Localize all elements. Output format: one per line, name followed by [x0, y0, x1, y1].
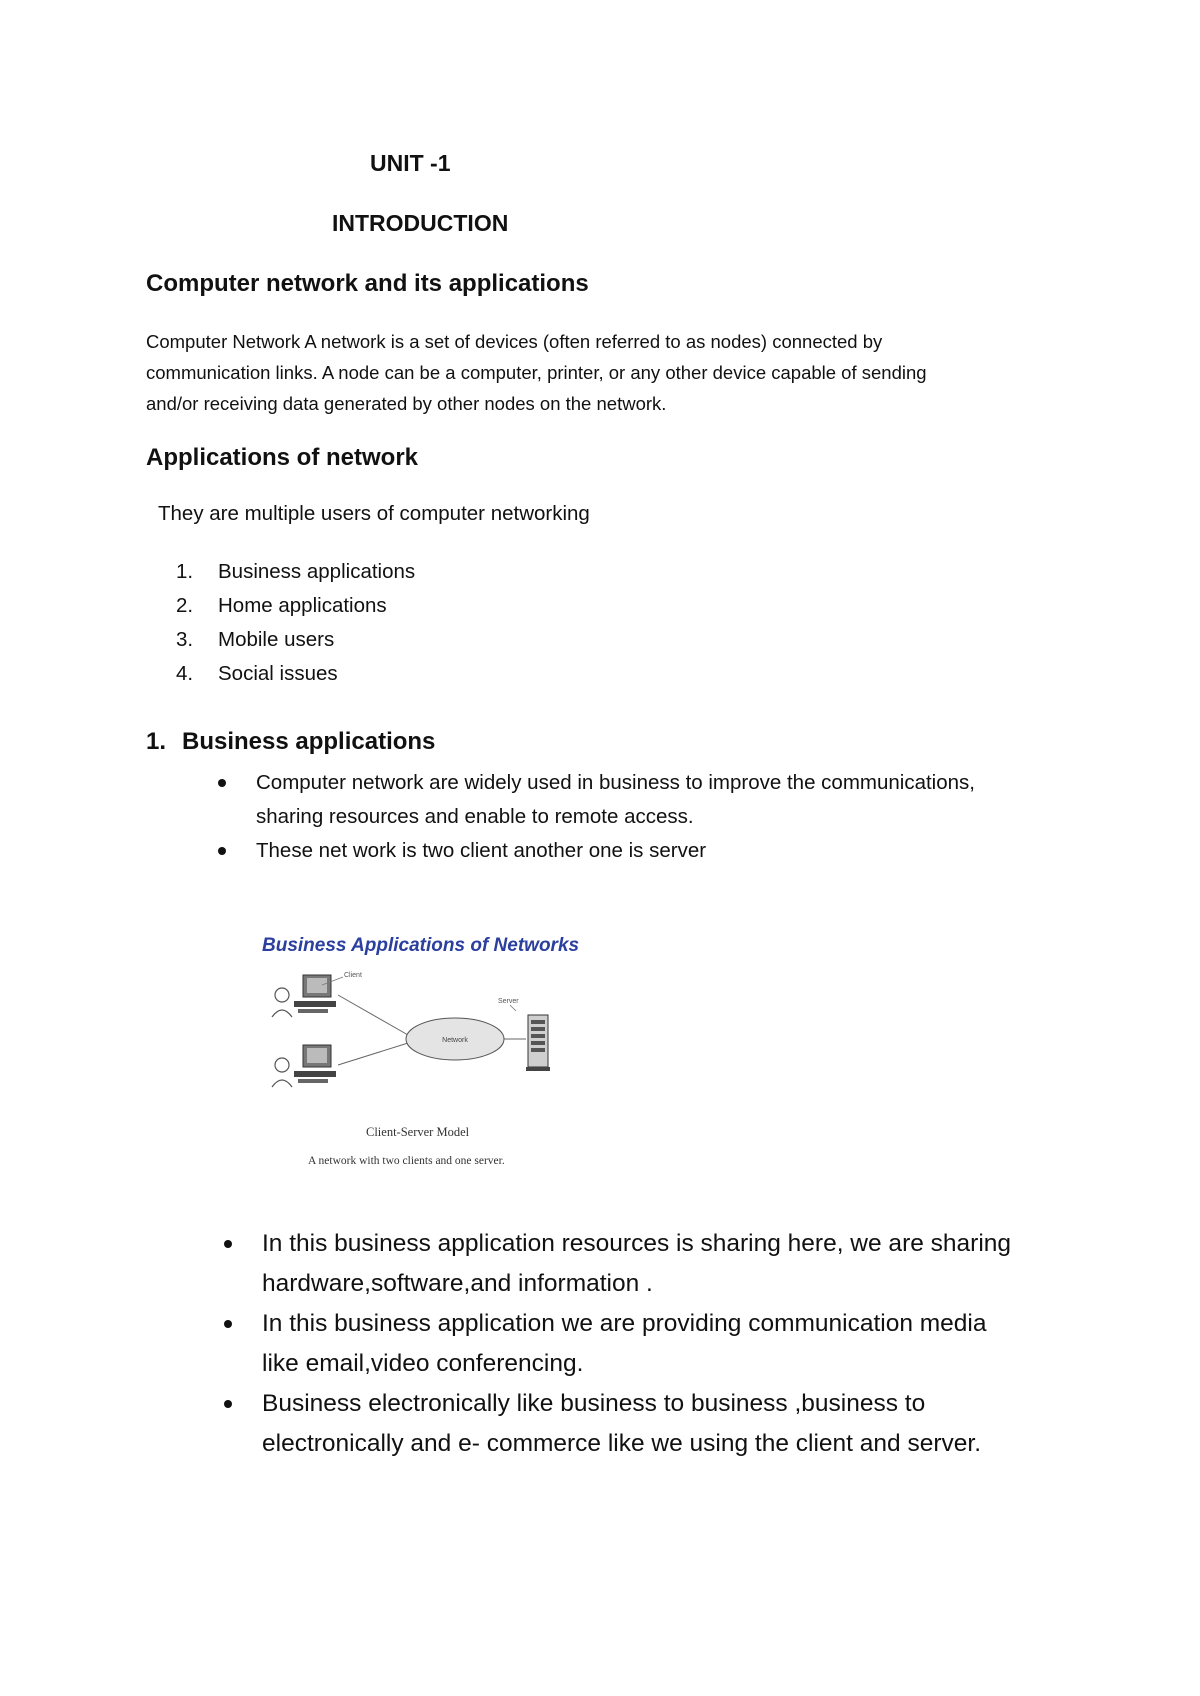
list-item-text: Mobile users — [218, 628, 335, 651]
bullet-line: In this business application resources is sharing here, we are sharing — [262, 1230, 1012, 1257]
list-number: 2. — [176, 594, 194, 617]
section-heading-text: Business applications — [182, 728, 436, 755]
list-item — [176, 555, 415, 589]
figure-title: Business Applications of Networks — [262, 935, 580, 956]
list-item-text: Home applications — [218, 594, 387, 617]
paragraph-line: and/or receiving data generated by other nodes on the network. — [146, 393, 667, 414]
network-label: Network — [442, 1037, 468, 1044]
bullet-line: Computer network are widely used in business to improve the communications, — [256, 771, 975, 794]
list-item-text: Business applications — [218, 560, 416, 583]
list-item-text: Social issues — [218, 662, 338, 685]
applications-list — [176, 555, 415, 691]
list-item — [176, 589, 415, 623]
bullet-icon — [218, 779, 226, 787]
bullet-line: In this business application we are providing communication media — [262, 1310, 987, 1337]
client-server-diagram — [258, 965, 598, 1125]
paragraph-line: Computer Network A network is a set of devices (often referred to as nodes) connected by — [146, 331, 883, 352]
bullet-line: These net work is two client another one is server — [256, 839, 707, 862]
list-item — [224, 1224, 1011, 1304]
list-item — [224, 1304, 1011, 1384]
section-heading-computer-network: Computer network and its applications — [146, 270, 589, 297]
list-number: 3. — [176, 628, 194, 651]
paragraph-line: communication links. A node can be a computer, printer, or any other device capable of sending — [146, 362, 927, 383]
server-icon — [526, 1015, 550, 1071]
bullet-line: Business electronically like business to business ,business to — [262, 1390, 926, 1417]
bullet-line: hardware,software,and information . — [262, 1270, 653, 1297]
applications-lead-text: They are multiple users of computer networking — [158, 502, 590, 525]
bullet-line: like email,video conferencing. — [262, 1350, 584, 1377]
bullet-line: electronically and e- commerce like we using the client and server. — [262, 1430, 982, 1457]
figure-caption: Client-Server Model — [366, 1125, 470, 1139]
bullet-icon — [224, 1400, 232, 1408]
figure-subcaption: A network with two clients and one server. — [308, 1155, 505, 1167]
client-computer-icon — [272, 975, 336, 1017]
section-number: 1. — [146, 728, 167, 755]
section-heading-business-applications — [146, 728, 435, 756]
list-number: 4. — [176, 662, 194, 685]
bullet-icon — [218, 847, 226, 855]
client-server-figure — [258, 935, 598, 1180]
server-label: Server — [498, 998, 519, 1005]
client-computer-icon — [272, 1045, 336, 1087]
list-item — [176, 623, 415, 657]
bullet-icon — [224, 1240, 232, 1248]
list-number: 1. — [176, 560, 194, 583]
business-bullet-list — [218, 766, 975, 868]
client-label: Client — [344, 972, 362, 979]
bullet-line: sharing resources and enable to remote access. — [256, 805, 694, 828]
definition-paragraph — [146, 326, 1066, 419]
list-item — [218, 766, 975, 834]
bullet-icon — [224, 1320, 232, 1328]
section-heading-applications: Applications of network — [146, 444, 419, 471]
page-title: INTRODUCTION — [332, 210, 509, 236]
list-item — [224, 1384, 1011, 1464]
list-item — [218, 834, 975, 868]
unit-label: UNIT -1 — [370, 150, 451, 176]
list-item — [176, 657, 415, 691]
resource-sharing-bullet-list — [224, 1224, 1011, 1464]
